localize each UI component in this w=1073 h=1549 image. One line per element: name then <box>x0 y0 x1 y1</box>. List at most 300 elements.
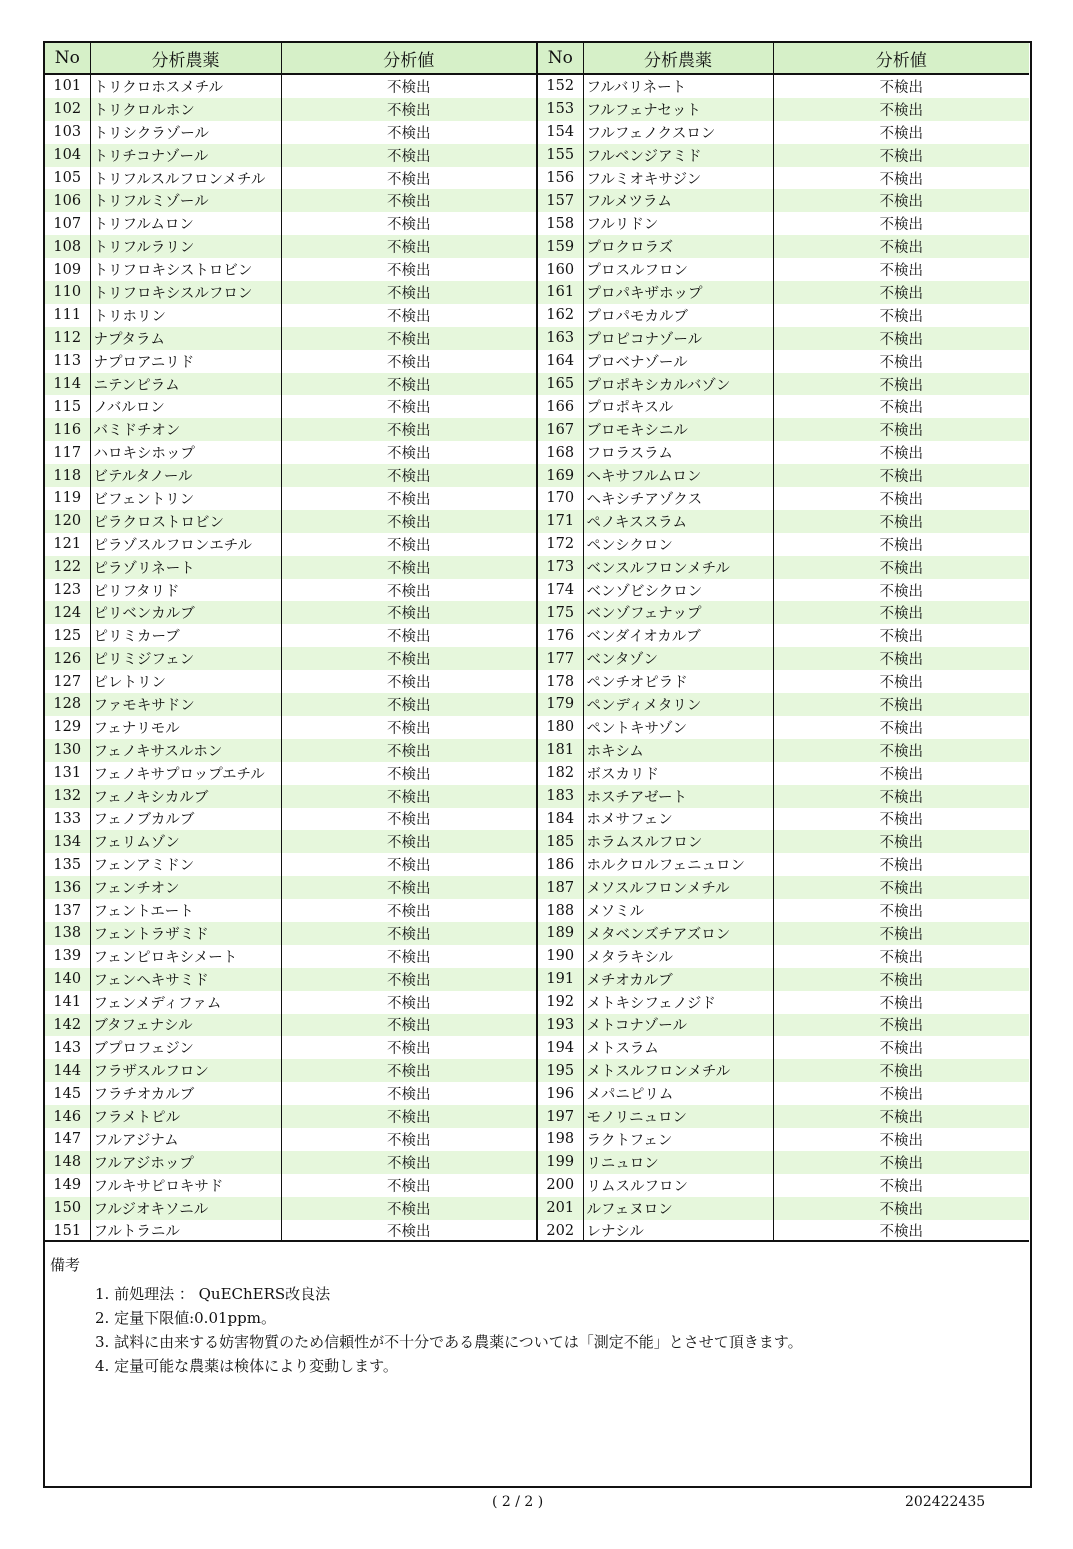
header-pesticide-left: 分析農薬 <box>90 43 281 74</box>
analysis-value: 不検出 <box>281 762 537 785</box>
pesticide-name: ニテンピラム <box>90 373 281 396</box>
table-row <box>45 121 1029 144</box>
analysis-value: 不検出 <box>879 583 923 600</box>
pesticide-name: リムスルフロン <box>583 1174 773 1197</box>
row-no: 169 <box>537 464 583 487</box>
report-id: 202422435 <box>905 1494 986 1510</box>
pesticide-name: メトコナゾール <box>583 1014 773 1037</box>
analysis-value: 不検出 <box>773 464 1029 487</box>
analysis-value: 不検出 <box>773 373 1029 396</box>
table-row <box>45 1128 1029 1151</box>
analysis-value: 不検出 <box>773 830 1029 853</box>
row-no: 131 <box>45 762 90 785</box>
pesticide-name: フルメツラム <box>583 189 773 212</box>
pesticide-name: プロクロラズ <box>583 235 773 258</box>
table-header-row <box>45 43 1029 74</box>
row-no: 188 <box>537 899 583 922</box>
row-no: 119 <box>45 487 90 510</box>
analysis-value: 不検出 <box>281 647 537 670</box>
table-row <box>45 785 1029 808</box>
analysis-value: 不検出 <box>281 167 537 190</box>
table-row <box>45 1036 1029 1059</box>
table-row <box>45 556 1029 579</box>
row-no: 153 <box>537 98 583 121</box>
row-no: 202 <box>537 1220 583 1243</box>
row-no: 165 <box>537 373 583 396</box>
analysis-value: 不検出 <box>879 171 923 188</box>
analysis-value: 不検出 <box>773 327 1029 350</box>
row-no: 110 <box>45 281 90 304</box>
row-no: 178 <box>537 670 583 693</box>
row-no: 113 <box>45 350 90 373</box>
table-row <box>45 945 1029 968</box>
row-no: 103 <box>45 121 90 144</box>
row-no: 155 <box>537 144 583 167</box>
note-item: 2. 定量下限値:0.01ppm。 <box>95 1309 276 1327</box>
note-item: 1. 前処理法 ： QuEChERS改良法 <box>95 1285 331 1303</box>
row-no: 117 <box>45 441 90 464</box>
analysis-value: 不検出 <box>281 395 537 418</box>
table-row <box>45 739 1029 762</box>
analysis-value: 不検出 <box>281 716 537 739</box>
analysis-value: 不検出 <box>281 579 537 602</box>
table-row <box>45 167 1029 190</box>
row-no: 168 <box>537 441 583 464</box>
table-row <box>45 74 1029 98</box>
analysis-value: 不検出 <box>281 258 537 281</box>
table-row <box>45 1174 1029 1197</box>
pesticide-name: ピリベンカルブ <box>90 601 281 624</box>
analysis-value: 不検出 <box>773 1014 1029 1037</box>
pesticide-name: ペントキサゾン <box>583 716 773 739</box>
analysis-value: 不検出 <box>281 739 537 762</box>
pesticide-name: ナプロアニリド <box>90 350 281 373</box>
analysis-value: 不検出 <box>281 1036 537 1059</box>
row-no: 106 <box>45 189 90 212</box>
row-no: 127 <box>45 670 90 693</box>
pesticide-name: トリチコナゾール <box>90 144 281 167</box>
row-no: 187 <box>537 876 583 899</box>
pesticide-name: メトスルフロンメチル <box>583 1059 773 1082</box>
pesticide-name: プロパモカルブ <box>583 304 773 327</box>
pesticide-name: プロピコナゾール <box>583 327 773 350</box>
analysis-value: 不検出 <box>281 991 537 1014</box>
analysis-value: 不検出 <box>879 1041 923 1058</box>
row-no: 162 <box>537 304 583 327</box>
row-no: 132 <box>45 785 90 808</box>
row-no: 176 <box>537 624 583 647</box>
analysis-value: 不検出 <box>281 327 537 350</box>
header-no-left: No <box>45 43 90 74</box>
row-no: 104 <box>45 144 90 167</box>
analysis-value: 不検出 <box>281 785 537 808</box>
analysis-value: 不検出 <box>281 510 537 533</box>
pesticide-name: プロパキザホップ <box>583 281 773 304</box>
page-number: ( 2 / 2 ) <box>492 1494 544 1510</box>
table-row <box>45 670 1029 693</box>
pesticide-name: フルフェナセット <box>583 98 773 121</box>
analysis-value: 不検出 <box>879 217 923 234</box>
row-no: 121 <box>45 533 90 556</box>
row-no: 197 <box>537 1105 583 1128</box>
row-no: 112 <box>45 327 90 350</box>
analysis-value: 不検出 <box>879 995 923 1012</box>
pesticide-name: ノバルロン <box>90 395 281 418</box>
analysis-value: 不検出 <box>281 464 537 487</box>
analysis-value: 不検出 <box>281 418 537 441</box>
pesticide-name: ナプタラム <box>90 327 281 350</box>
analysis-value: 不検出 <box>281 533 537 556</box>
row-no: 140 <box>45 968 90 991</box>
row-no: 167 <box>537 418 583 441</box>
pesticide-name: フルミオキサジン <box>583 167 773 190</box>
analysis-value: 不検出 <box>879 629 923 646</box>
analysis-value: 不検出 <box>281 281 537 304</box>
table-row <box>45 716 1029 739</box>
pesticide-name: メパニピリム <box>583 1082 773 1105</box>
analysis-value: 不検出 <box>879 1178 923 1195</box>
analysis-value: 不検出 <box>773 968 1029 991</box>
pesticide-name: メチオカルブ <box>583 968 773 991</box>
analysis-value: 不検出 <box>281 189 537 212</box>
analysis-value: 不検出 <box>879 812 923 829</box>
row-no: 177 <box>537 647 583 670</box>
row-no: 123 <box>45 579 90 602</box>
analysis-value: 不検出 <box>879 766 923 783</box>
analysis-value: 不検出 <box>281 74 537 98</box>
table-row <box>45 487 1029 510</box>
pesticide-name: ピラクロストロビン <box>90 510 281 533</box>
analysis-value: 不検出 <box>281 853 537 876</box>
row-no: 151 <box>45 1220 90 1243</box>
analysis-value: 不検出 <box>281 235 537 258</box>
analysis-value: 不検出 <box>281 144 537 167</box>
row-no: 156 <box>537 167 583 190</box>
row-no: 152 <box>537 74 583 98</box>
row-no: 141 <box>45 991 90 1014</box>
pesticide-name: トリフロキシスルフロン <box>90 281 281 304</box>
pesticide-name: ホスチアゼート <box>583 785 773 808</box>
table-row <box>45 1059 1029 1082</box>
pesticide-name: トリフルスルフロンメチル <box>90 167 281 190</box>
table-row <box>45 212 1029 235</box>
table-row <box>45 373 1029 396</box>
analysis-value: 不検出 <box>773 1197 1029 1220</box>
row-no: 191 <box>537 968 583 991</box>
header-no-right: No <box>537 43 583 74</box>
row-no: 102 <box>45 98 90 121</box>
row-no: 125 <box>45 624 90 647</box>
analysis-value: 不検出 <box>281 830 537 853</box>
analysis-value: 不検出 <box>281 1105 537 1128</box>
row-no: 154 <box>537 121 583 144</box>
pesticide-name: フルフェノクスロン <box>583 121 773 144</box>
pesticide-name: ベンゾビシクロン <box>583 579 773 602</box>
analysis-value: 不検出 <box>879 537 923 554</box>
analysis-value: 不検出 <box>879 1224 923 1241</box>
row-no: 116 <box>45 418 90 441</box>
pesticide-name: フラメトピル <box>90 1105 281 1128</box>
row-no: 172 <box>537 533 583 556</box>
pesticide-name: ビテルタノール <box>90 464 281 487</box>
pesticide-name: フェンピロキシメート <box>90 945 281 968</box>
row-no: 147 <box>45 1128 90 1151</box>
row-no: 157 <box>537 189 583 212</box>
pesticide-name: ベンスルフロンメチル <box>583 556 773 579</box>
pesticide-name: メタラキシル <box>583 945 773 968</box>
analysis-value: 不検出 <box>773 1105 1029 1128</box>
analysis-value: 不検出 <box>281 350 537 373</box>
pesticide-name: ボスカリド <box>583 762 773 785</box>
pesticide-name: ペノキススラム <box>583 510 773 533</box>
table-row <box>45 189 1029 212</box>
table-row <box>45 441 1029 464</box>
pesticide-name: トリフルムロン <box>90 212 281 235</box>
row-no: 189 <box>537 922 583 945</box>
analysis-value: 不検出 <box>281 1014 537 1037</box>
pesticide-name: メトキシフェノジド <box>583 991 773 1014</box>
analysis-value: 不検出 <box>773 189 1029 212</box>
pesticide-name: フルアジホップ <box>90 1151 281 1174</box>
table-row <box>45 1014 1029 1037</box>
pesticide-name: ペンチオピラド <box>583 670 773 693</box>
row-no: 109 <box>45 258 90 281</box>
table-row <box>45 235 1029 258</box>
row-no: 115 <box>45 395 90 418</box>
analysis-value: 不検出 <box>879 125 923 142</box>
analysis-value: 不検出 <box>281 624 537 647</box>
pesticide-name: フラチオカルブ <box>90 1082 281 1105</box>
analysis-value: 不検出 <box>773 739 1029 762</box>
analysis-value: 不検出 <box>879 720 923 737</box>
table-row <box>45 281 1029 304</box>
row-no: 135 <box>45 853 90 876</box>
analysis-value: 不検出 <box>879 308 923 325</box>
pesticide-name: メタベンズチアズロン <box>583 922 773 945</box>
table-row <box>45 533 1029 556</box>
row-no: 193 <box>537 1014 583 1037</box>
row-no: 114 <box>45 373 90 396</box>
analysis-value: 不検出 <box>773 1059 1029 1082</box>
analysis-value: 不検出 <box>773 235 1029 258</box>
table-row <box>45 922 1029 945</box>
pesticide-name: フェノブカルブ <box>90 808 281 831</box>
pesticide-name: ペンシクロン <box>583 533 773 556</box>
pesticide-name: トリフロキシストロビン <box>90 258 281 281</box>
pesticide-name: トリフルミゾール <box>90 189 281 212</box>
pesticide-name: フルキサピロキサド <box>90 1174 281 1197</box>
pesticide-name: ホメサフェン <box>583 808 773 831</box>
pesticide-name: フェノキサスルホン <box>90 739 281 762</box>
analysis-value: 不検出 <box>281 98 537 121</box>
row-no: 190 <box>537 945 583 968</box>
row-no: 196 <box>537 1082 583 1105</box>
pesticide-name: フェリムゾン <box>90 830 281 853</box>
row-no: 126 <box>45 647 90 670</box>
analysis-value: 不検出 <box>281 922 537 945</box>
analysis-value: 不検出 <box>773 510 1029 533</box>
table-row <box>45 601 1029 624</box>
pesticide-name: ハロキシホップ <box>90 441 281 464</box>
analysis-value: 不検出 <box>281 899 537 922</box>
row-no: 136 <box>45 876 90 899</box>
pesticide-name: フルトラニル <box>90 1220 281 1243</box>
analysis-value: 不検出 <box>281 487 537 510</box>
row-no: 108 <box>45 235 90 258</box>
row-no: 185 <box>537 830 583 853</box>
row-no: 118 <box>45 464 90 487</box>
analysis-value: 不検出 <box>773 556 1029 579</box>
analysis-value: 不検出 <box>773 98 1029 121</box>
row-no: 107 <box>45 212 90 235</box>
report-frame <box>43 41 1032 1488</box>
pesticide-name: ペンディメタリン <box>583 693 773 716</box>
pesticide-name: ホキシム <box>583 739 773 762</box>
analysis-value: 不検出 <box>281 693 537 716</box>
analysis-value: 不検出 <box>281 441 537 464</box>
pesticide-name: フェナリモル <box>90 716 281 739</box>
row-no: 171 <box>537 510 583 533</box>
row-no: 181 <box>537 739 583 762</box>
analysis-value: 不検出 <box>281 945 537 968</box>
row-no: 150 <box>45 1197 90 1220</box>
table-row <box>45 693 1029 716</box>
analysis-value: 不検出 <box>281 1082 537 1105</box>
pesticide-name: ピリミカーブ <box>90 624 281 647</box>
row-no: 120 <box>45 510 90 533</box>
note-item: 3. 試料に由来する妨害物質のため信頼性が不十分である農薬については「測定不能」とさせて頂きます。 <box>95 1333 803 1351</box>
pesticide-name: ブプロフェジン <box>90 1036 281 1059</box>
row-no: 173 <box>537 556 583 579</box>
analysis-value: 不検出 <box>281 808 537 831</box>
analysis-value: 不検出 <box>773 418 1029 441</box>
row-no: 166 <box>537 395 583 418</box>
row-no: 170 <box>537 487 583 510</box>
table-row <box>45 647 1029 670</box>
analysis-value: 不検出 <box>879 675 923 692</box>
analysis-value: 不検出 <box>773 144 1029 167</box>
table-row <box>45 876 1029 899</box>
analysis-value: 不検出 <box>879 400 923 417</box>
analysis-value: 不検出 <box>281 670 537 693</box>
note-item: 4. 定量可能な農薬は検体により変動します。 <box>95 1357 398 1375</box>
row-no: 129 <box>45 716 90 739</box>
pesticide-name: ビフェントリン <box>90 487 281 510</box>
pesticide-name: ヘキシチアゾクス <box>583 487 773 510</box>
pesticide-name: フルアジナム <box>90 1128 281 1151</box>
pesticide-name: フェンヘキサミド <box>90 968 281 991</box>
table-row <box>45 899 1029 922</box>
analysis-value: 不検出 <box>281 1220 537 1243</box>
pesticide-name: ピリミジフェン <box>90 647 281 670</box>
table-row <box>45 1197 1029 1220</box>
row-no: 186 <box>537 853 583 876</box>
table-row <box>45 304 1029 327</box>
pesticide-name: ピラゾリネート <box>90 556 281 579</box>
table-row <box>45 350 1029 373</box>
pesticide-name: メソミル <box>583 899 773 922</box>
table-row <box>45 991 1029 1014</box>
analysis-value: 不検出 <box>773 281 1029 304</box>
pesticide-name: トリクロホスメチル <box>90 74 281 98</box>
row-no: 133 <box>45 808 90 831</box>
pesticide-name: ルフェヌロン <box>583 1197 773 1220</box>
row-no: 134 <box>45 830 90 853</box>
analysis-value: 不検出 <box>879 79 923 96</box>
pesticide-name: トリフルラリン <box>90 235 281 258</box>
pesticide-name: フロラスラム <box>583 441 773 464</box>
analysis-value: 不検出 <box>879 1132 923 1149</box>
row-no: 182 <box>537 762 583 785</box>
pesticide-name: フェノキサプロップエチル <box>90 762 281 785</box>
row-no: 142 <box>45 1014 90 1037</box>
pesticide-name: フルバリネート <box>583 74 773 98</box>
analysis-value: 不検出 <box>879 949 923 966</box>
row-no: 163 <box>537 327 583 350</box>
row-no: 139 <box>45 945 90 968</box>
row-no: 183 <box>537 785 583 808</box>
row-no: 138 <box>45 922 90 945</box>
pesticide-name: ピリフタリド <box>90 579 281 602</box>
table-row <box>45 579 1029 602</box>
row-no: 198 <box>537 1128 583 1151</box>
pesticide-name: プロポキスル <box>583 395 773 418</box>
analysis-value: 不検出 <box>773 922 1029 945</box>
table-row <box>45 510 1029 533</box>
row-no: 174 <box>537 579 583 602</box>
row-no: 145 <box>45 1082 90 1105</box>
table-body <box>45 74 1029 1242</box>
pesticide-name: ピラゾスルフロンエチル <box>90 533 281 556</box>
table-row <box>45 144 1029 167</box>
pesticide-name: フェンアミドン <box>90 853 281 876</box>
row-no: 146 <box>45 1105 90 1128</box>
row-no: 164 <box>537 350 583 373</box>
notes-list <box>95 1282 803 1378</box>
pesticide-name: バミドチオン <box>90 418 281 441</box>
row-no: 195 <box>537 1059 583 1082</box>
pesticide-name: ベンタゾン <box>583 647 773 670</box>
row-no: 201 <box>537 1197 583 1220</box>
analysis-value: 不検出 <box>281 304 537 327</box>
row-no: 160 <box>537 258 583 281</box>
analysis-value: 不検出 <box>281 601 537 624</box>
table-row <box>45 464 1029 487</box>
row-no: 158 <box>537 212 583 235</box>
row-no: 149 <box>45 1174 90 1197</box>
analysis-value: 不検出 <box>281 121 537 144</box>
row-no: 130 <box>45 739 90 762</box>
row-no: 148 <box>45 1151 90 1174</box>
pesticide-name: ベンゾフェナップ <box>583 601 773 624</box>
pesticide-name: ヘキサフルムロン <box>583 464 773 487</box>
table-row <box>45 830 1029 853</box>
pesticide-name: フェントエート <box>90 899 281 922</box>
pesticide-name: フェントラザミド <box>90 922 281 945</box>
analysis-value: 不検出 <box>281 1197 537 1220</box>
pesticide-name: ホルクロルフェニュロン <box>583 853 773 876</box>
pesticide-name: メトスラム <box>583 1036 773 1059</box>
header-pesticide-right: 分析農薬 <box>583 43 773 74</box>
pesticide-name: フェンメディファム <box>90 991 281 1014</box>
row-no: 161 <box>537 281 583 304</box>
notes-title: 備考 <box>50 1256 81 1274</box>
pesticide-name: ベンダイオカルブ <box>583 624 773 647</box>
analysis-value: 不検出 <box>281 968 537 991</box>
row-no: 128 <box>45 693 90 716</box>
pesticide-name: ブロモキシニル <box>583 418 773 441</box>
header-value-right: 分析値 <box>773 43 1029 74</box>
